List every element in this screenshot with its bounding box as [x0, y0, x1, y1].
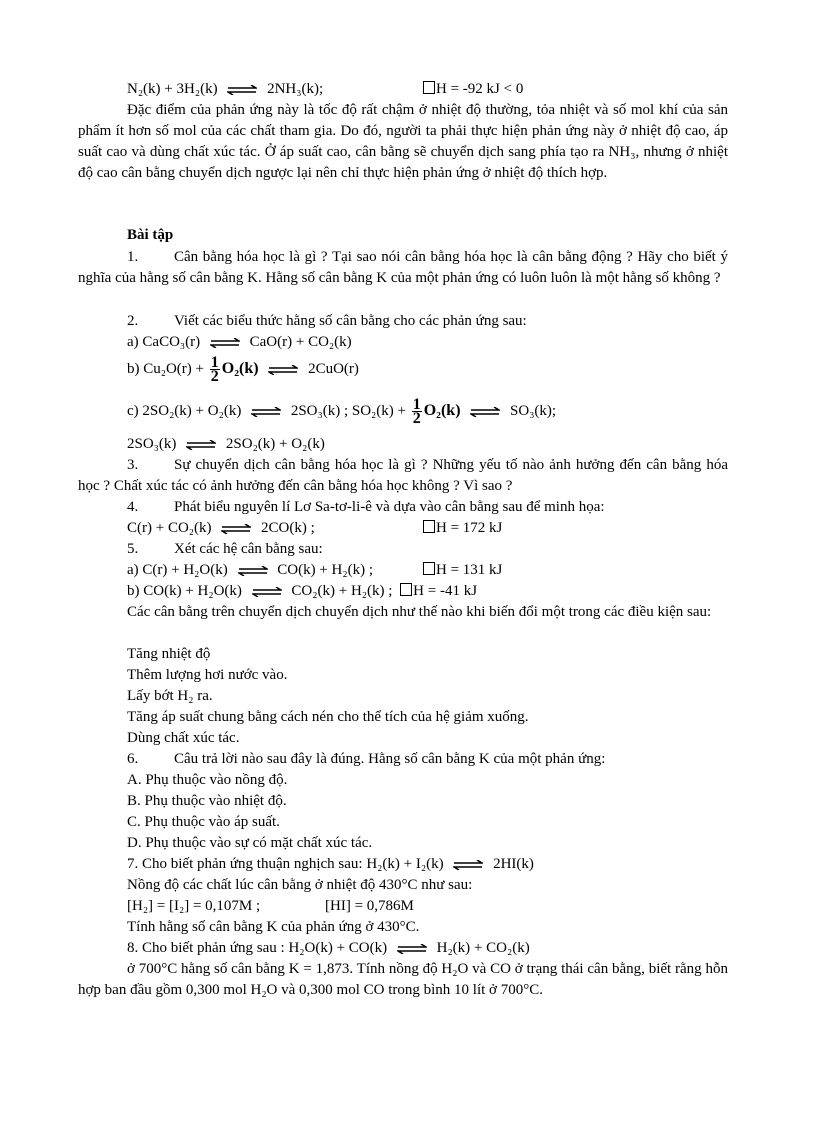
q3-number: 3.	[127, 457, 139, 473]
half-fraction	[210, 354, 220, 386]
q5-number: 5.	[127, 541, 139, 557]
q5-reaction-a	[127, 560, 373, 580]
q5a-right: CO(k) + H₂(k) ;	[277, 562, 374, 578]
q4-eq-left: C(r) + CO₂(k)	[127, 520, 212, 536]
q5b-right: CO₂(k) + H₂(k) ;	[291, 583, 393, 599]
question-7	[127, 854, 534, 874]
q5b-left: b) CO(k) + H₂O(k)	[127, 583, 242, 599]
equilibrium-arrow-icon	[268, 365, 298, 375]
question-5	[127, 539, 323, 559]
q2b-left: b) Cu₂O(r) +	[127, 361, 205, 377]
equilibrium-arrow-icon	[453, 860, 483, 870]
q2c-mid: 2SO₃(k) ; SO₂(k) +	[290, 403, 406, 419]
q8-right: H₂(k) + CO₂(k)	[436, 940, 530, 956]
equilibrium-arrow-icon	[251, 407, 281, 417]
q5a-left: a) C(r) + H₂O(k)	[127, 562, 228, 578]
q5a-delta-h	[423, 560, 502, 580]
q7-text: 7. Cho biết phản ứng thuận nghịch sau: H₂(k) + I₂(k)	[127, 856, 444, 872]
q6-option-b: B. Phụ thuộc vào nhiệt độ.	[127, 793, 287, 809]
eq-left: N₂(k) + 3H₂(k)	[127, 81, 218, 97]
q2-reaction-c	[127, 396, 556, 426]
intro-paragraph: Đặc điểm của phản ứng này là tốc độ rất chậm ở nhiệt độ thường, tỏa nhiệt và số mol khí của sản phẩm ít hơn số mol của các chất tham gia. Do đó, người ta phải thực hiện phản ứng này ở nhiệt độ cao, áp suất cao và dùng chất xúc tác. Ở áp suất cao, cân bằng sẽ chuyển dịch sang phía tạo ra NH₃, nhưng ở nhiệt độ cao cân bằng chuyển dịch ngược lại nên chỉ thực hiện phản ứng ở nhiệt độ thích hợp.	[78, 102, 728, 181]
q2-number: 2.	[127, 313, 139, 329]
eq-right: 2NH₃(k);	[267, 81, 324, 97]
question-4	[127, 497, 605, 517]
q7-line4: Tính hằng số cân bằng K của phản ứng ở 430°C.	[127, 919, 420, 935]
q5-condition: Lấy bớt H₂ ra.	[127, 688, 213, 704]
q6-text: Câu trả lời nào sau đây là đúng. Hằng số cân bằng K của một phản ứng:	[174, 751, 606, 767]
q2-reaction-d	[127, 434, 325, 454]
q4-text: Phát biểu nguyên lí Lơ Sa-tơ-li-ê và dựa vào cân bằng sau để minh họa:	[174, 499, 605, 515]
q2-text: Viết các biểu thức hằng số cân bằng cho các phản ứng sau:	[174, 313, 527, 329]
equilibrium-arrow-icon	[397, 944, 427, 954]
equilibrium-arrow-icon	[238, 566, 268, 576]
fraction-denominator: 2	[210, 368, 219, 386]
equilibrium-arrow-icon	[186, 440, 216, 450]
q2d-left: 2SO₃(k)	[127, 436, 177, 452]
q2-reaction-b	[127, 354, 359, 384]
q6-option-c: C. Phụ thuộc vào áp suất.	[127, 814, 280, 830]
question-6	[127, 749, 605, 769]
q7-concentration-b: [HI] = 0,786M	[325, 898, 414, 914]
q5a-dh-value: H = 131 kJ	[436, 562, 503, 578]
section-title: Bài tập	[127, 227, 174, 243]
delta-h-value: H = -92 kJ < 0	[436, 81, 524, 97]
q4-equation	[127, 518, 315, 538]
q5b-dh-value: H = -41 kJ	[413, 583, 478, 599]
fraction-denominator: 2	[412, 410, 421, 428]
delta-h-top	[423, 79, 523, 99]
q2c-left: c) 2SO₂(k) + O₂(k)	[127, 403, 242, 419]
q8-text: 8. Cho biết phản ứng sau : H₂O(k) + CO(k)	[127, 940, 388, 956]
q4-eq-right: 2CO(k) ;	[261, 520, 315, 536]
q5-condition: Dùng chất xúc tác.	[127, 730, 240, 746]
delta-box-glyph	[400, 583, 412, 596]
q6-option-a: A. Phụ thuộc vào nồng độ.	[127, 772, 288, 788]
q7-concentration-a: [H₂] = [I₂] = 0,107M ;	[127, 898, 261, 914]
q5-text: Xét các hệ cân bằng sau:	[174, 541, 323, 557]
equilibrium-arrow-icon	[470, 407, 500, 417]
q4-delta-h	[423, 518, 502, 538]
question-2	[127, 311, 527, 331]
delta-box-glyph	[423, 562, 435, 575]
q5-condition: Tăng áp suất chung bằng cách nén cho thể tích của hệ giảm xuống.	[127, 709, 529, 725]
fraction-numerator: 1	[210, 354, 219, 372]
fraction-numerator: 1	[412, 396, 421, 414]
q6-option-d: D. Phụ thuộc vào sự có mặt chất xúc tác.	[127, 835, 373, 851]
equilibrium-arrow-icon	[221, 524, 251, 534]
q5-condition: Thêm lượng hơi nước vào.	[127, 667, 288, 683]
question-1	[78, 247, 728, 289]
q4-number: 4.	[127, 499, 139, 515]
delta-box-glyph	[423, 81, 435, 94]
q5-reaction-b	[127, 581, 477, 601]
q2b-right: 2CuO(r)	[308, 361, 359, 377]
q2c-right: SO₃(k);	[510, 403, 557, 419]
q5-question: Các cân bằng trên chuyển dịch chuyển dịch như thế nào khi biến đổi một trong các điều kiện sau:	[127, 604, 712, 620]
q7-line2: Nồng độ các chất lúc cân bằng ở nhiệt độ 430°C như sau:	[127, 877, 473, 893]
equilibrium-arrow-icon	[227, 85, 257, 95]
q2b-o2: O₂(k)	[221, 360, 259, 377]
equilibrium-arrow-icon	[210, 338, 240, 348]
q4-dh-value: H = 172 kJ	[436, 520, 503, 536]
q5-condition: Tăng nhiệt độ	[127, 646, 211, 662]
question-3	[78, 455, 728, 497]
question-8	[127, 938, 530, 958]
q2c-o2: O₂(k)	[423, 402, 461, 419]
equation-nh3	[127, 79, 323, 99]
q1-text: Cân bằng hóa học là gì ? Tại sao nói cân bằng hóa học là cân bằng động ? Hãy cho biết ý nghĩa của hằng số cân bằng K. Hằng số cân bằng K của một phản ứng có luôn luôn là một hằng số không ?	[78, 249, 728, 286]
q2-reaction-a	[127, 332, 352, 352]
delta-box-glyph	[423, 520, 435, 533]
q6-number: 6.	[127, 751, 139, 767]
q1-number: 1.	[127, 249, 139, 265]
half-fraction	[412, 396, 422, 428]
equilibrium-arrow-icon	[252, 587, 282, 597]
q3-text: Sự chuyển dịch cân bằng hóa học là gì ? Những yếu tố nào ảnh hưởng đến cân bằng hóa học ? Chất xúc tác có ảnh hưởng đến cân bằng hóa học không ? Vì sao ?	[78, 457, 728, 494]
q7-right: 2HI(k)	[493, 856, 534, 872]
q8-paragraph: ở 700°C hằng số cân bằng K = 1,873. Tính nồng độ H₂O và CO ở trạng thái cân bằng, biết rằng hỗn hợp ban đầu gồm 0,300 mol H₂O và 0,300 mol CO trong bình 10 lít ở 700°C.	[78, 961, 728, 998]
q2d-right: 2SO₂(k) + O₂(k)	[225, 436, 325, 452]
q2a-left: a) CaCO₃(r)	[127, 334, 201, 350]
q2a-right: CaO(r) + CO₂(k)	[249, 334, 352, 350]
